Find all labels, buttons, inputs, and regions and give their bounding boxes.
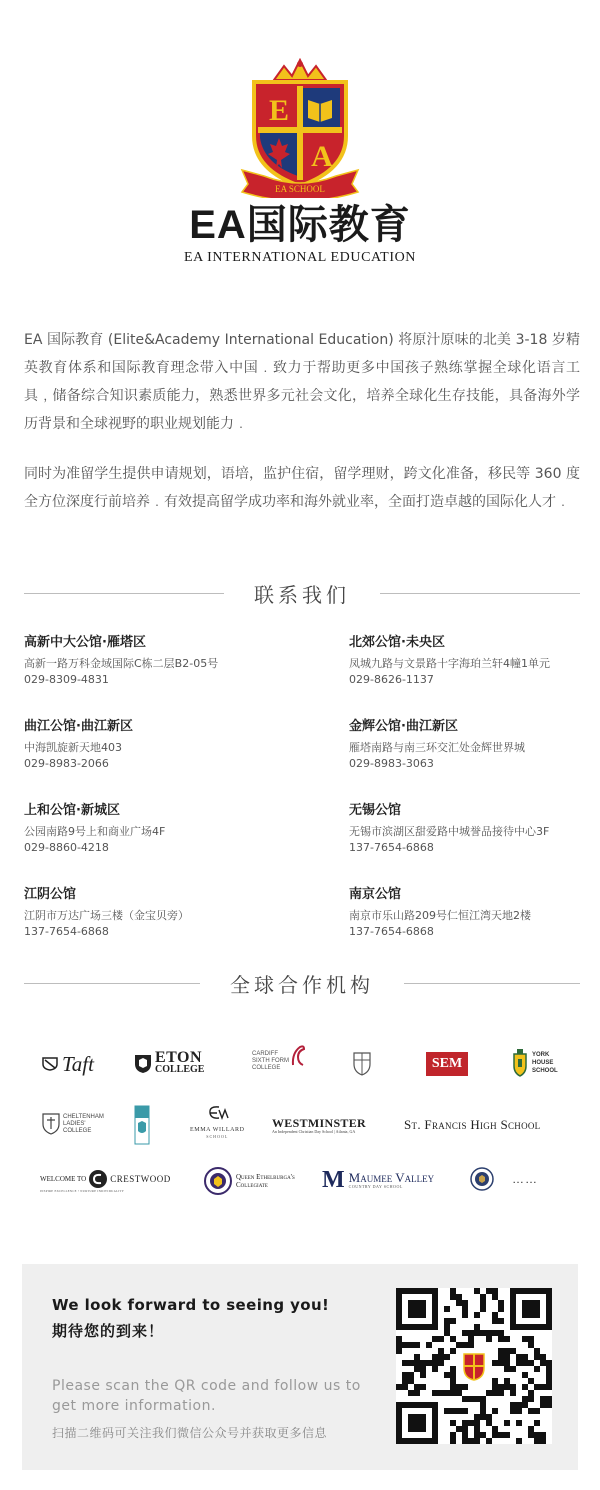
taft-label: Taft	[62, 1051, 94, 1076]
school-crest-icon	[352, 1051, 372, 1077]
footer-card	[22, 1264, 578, 1470]
taft-crest-icon	[42, 1057, 58, 1071]
partners-heading	[24, 968, 580, 998]
york-sub-label-1: HOUSE	[532, 1060, 554, 1066]
contact-address: 公园南路9号上和商业广场4F	[24, 825, 166, 838]
cardiff-sub-label-1: SIXTH FORM	[252, 1057, 289, 1064]
crestwood-emblem-icon	[88, 1169, 108, 1189]
brand-title: EA国际教育	[189, 203, 411, 247]
contact-address: 雁塔南路与南三环交汇处金辉世界城	[349, 741, 525, 754]
contact-item	[349, 802, 580, 856]
emma-willard-monogram-icon	[205, 1104, 229, 1122]
contact-item	[349, 718, 580, 772]
contact-name: 江阴公馆	[24, 887, 77, 902]
contact-item	[349, 886, 580, 940]
maumee-valley-mark: M	[322, 1166, 345, 1193]
contact-phone[interactable]: 029-8983-2066	[24, 757, 109, 770]
contacts-grid	[24, 634, 580, 940]
crest-letter-a: A	[311, 140, 333, 173]
partners-more-indicator	[512, 1170, 538, 1188]
more-label: ……	[512, 1172, 538, 1186]
contact-phone[interactable]: 029-8860-4218	[24, 841, 109, 854]
contact-address: 高新一路万科金域国际C栋二层B2-05号	[24, 657, 219, 670]
partner-logo-crest-small	[352, 1050, 372, 1078]
cardiff-sub-label-2: COLLEGE	[252, 1064, 281, 1071]
queen-ethelburgas-crest-icon	[204, 1167, 232, 1195]
partner-logo-crestwood	[40, 1166, 171, 1196]
footer-heading-cn: 期待您的到来！	[52, 1322, 165, 1340]
westminster-sub-label: An Independent Christian Day School | Atlanta, GA	[272, 1129, 356, 1134]
partner-logo-cheltenham	[42, 1110, 104, 1138]
partner-logo-emma-willard	[190, 1104, 245, 1138]
contact-phone[interactable]: 137-7654-6868	[24, 925, 109, 938]
contact-phone[interactable]: 029-8983-3063	[349, 757, 434, 770]
crest-ribbon-text: EA SCHOOL	[275, 184, 325, 194]
crest-letter-e: E	[268, 94, 290, 127]
cheltenham-sub-label-2: COLLEGE	[63, 1127, 92, 1134]
round-seal-icon	[470, 1167, 494, 1191]
contact-item	[24, 718, 349, 772]
contact-name: 曲江公馆·曲江新区	[24, 719, 133, 734]
intro-paragraph-1: EA 国际教育 (Elite&Academy International Education) 将原汁原味的北美 3-18 岁精英教育体系和国际教育理念带入中国﹒致力于帮助更多中国孩子熟练掌握全球化语言工具﹐储备综合知识素质能力，熟悉世界多元社会文化，培养全球化生存技能，具备海外学历背景和全球视野的职业规划能力﹒	[24, 332, 580, 432]
wechat-qr-code-icon[interactable]	[396, 1288, 552, 1444]
cheltenham-label: CHELTENHAM	[63, 1113, 104, 1120]
westminster-label: WESTMINSTER	[272, 1116, 366, 1130]
contact-name: 北郊公馆·未央区	[349, 635, 445, 650]
divider	[380, 593, 580, 594]
partner-logo-st-francis	[404, 1115, 540, 1135]
cheltenham-crest-icon	[42, 1113, 60, 1135]
sem-label: SEM	[431, 1056, 463, 1071]
eton-sub-label: COLLEGE	[155, 1064, 205, 1075]
contact-phone[interactable]: 137-7654-6868	[349, 841, 434, 854]
eton-label: ETON	[155, 1049, 203, 1066]
divider	[24, 593, 224, 594]
crestwood-sub-label: INSPIRE EXCELLENCE • NURTURE INDIVIDUALITY	[40, 1188, 125, 1193]
st-francis-label: St. Francis High School	[404, 1117, 541, 1132]
divider	[24, 983, 200, 984]
brand-subtitle: EA INTERNATIONAL EDUCATION	[183, 250, 417, 265]
divider	[404, 983, 580, 984]
maumee-valley-label: Maumee Valley	[348, 1169, 435, 1185]
york-label: YORK	[532, 1052, 550, 1058]
partner-logo-york-house	[512, 1046, 558, 1080]
eton-crest-icon	[134, 1054, 152, 1074]
queen-ethelburgas-sub-label: Collegiate	[236, 1181, 268, 1189]
contact-name: 上和公馆·新城区	[24, 803, 120, 818]
cheltenham-sub-label-1: LADIES'	[63, 1120, 86, 1127]
contact-address: 南京市乐山路209号仁恒江湾天地2楼	[349, 909, 531, 922]
partner-logo-cardiff	[252, 1044, 306, 1078]
partner-logo-maumee-valley	[322, 1166, 434, 1194]
partner-logo-sem	[426, 1052, 468, 1076]
footer-heading-en: We look forward to seeing you!	[52, 1296, 330, 1314]
partner-logo-teal-crest	[134, 1104, 150, 1146]
cardiff-dragon-icon	[290, 1043, 306, 1067]
partner-logo-queen-ethelburgas	[204, 1164, 295, 1198]
emma-willard-sub-label: SCHOOL	[206, 1133, 229, 1139]
footer-scan-text-en: Please scan the QR code and follow us to get more information.	[52, 1378, 361, 1414]
partner-logo-eton	[134, 1050, 204, 1078]
contact-name: 金辉公馆·曲江新区	[349, 719, 458, 734]
intro-text	[24, 326, 580, 538]
contact-name: 无锡公馆	[349, 803, 402, 818]
contact-address: 中海凯旋新天地403	[24, 741, 122, 754]
footer-scan-text-cn: 扫描二维码可关注我们微信公众号并获取更多信息	[52, 1426, 328, 1440]
ea-school-crest-icon	[234, 58, 366, 198]
contact-address: 凤城九路与文景路十字海珀兰轩4幢1单元	[349, 657, 550, 670]
intro-paragraph-2: 同时为准留学生提供申请规划，语培，监护住宿，留学理财，跨文化准备，移民等 360 度全方位深度行前培养﹒有效提高留学成功率和海外就业率，全面打造卓越的国际化人才﹒	[24, 466, 580, 510]
partner-logo-round-seal	[470, 1166, 494, 1192]
contact-item	[349, 634, 580, 688]
contact-phone[interactable]: 029-8626-1137	[349, 673, 434, 686]
contact-item	[24, 886, 349, 940]
partner-logo-taft	[42, 1052, 94, 1076]
crestwood-label: CRESTWOOD	[110, 1173, 171, 1184]
contact-phone[interactable]: 137-7654-6868	[349, 925, 434, 938]
cardiff-label: CARDIFF	[252, 1050, 278, 1057]
contact-name: 南京公馆	[349, 887, 402, 902]
contact-item	[24, 802, 349, 856]
contact-name: 高新中大公馆·雁塔区	[24, 635, 146, 650]
maumee-valley-sub-label: COUNTRY DAY SCHOOL	[348, 1183, 403, 1189]
emma-willard-label: EMMA WILLARD	[190, 1126, 245, 1133]
contact-phone[interactable]: 029-8309-4831	[24, 673, 109, 686]
partner-logo-westminster	[272, 1114, 366, 1138]
york-sub-label-2: SCHOOL	[532, 1068, 558, 1074]
contact-item	[24, 634, 349, 688]
partners-title: 全球合作机构	[230, 972, 374, 997]
brand-header	[0, 58, 600, 266]
york-house-crest-icon	[512, 1048, 528, 1078]
contacts-title: 联系我们	[254, 582, 350, 607]
queen-ethelburgas-label: Queen Ethelburga's	[236, 1173, 295, 1181]
contacts-heading	[24, 578, 580, 608]
contact-address: 无锡市滨湖区甜爱路中城誉品接待中心3F	[349, 825, 550, 838]
crestwood-welcome-label: WELCOME TO	[40, 1174, 87, 1183]
teal-banner-icon	[134, 1105, 150, 1145]
contact-address: 江阴市万达广场三楼（金宝贝旁）	[24, 909, 189, 922]
